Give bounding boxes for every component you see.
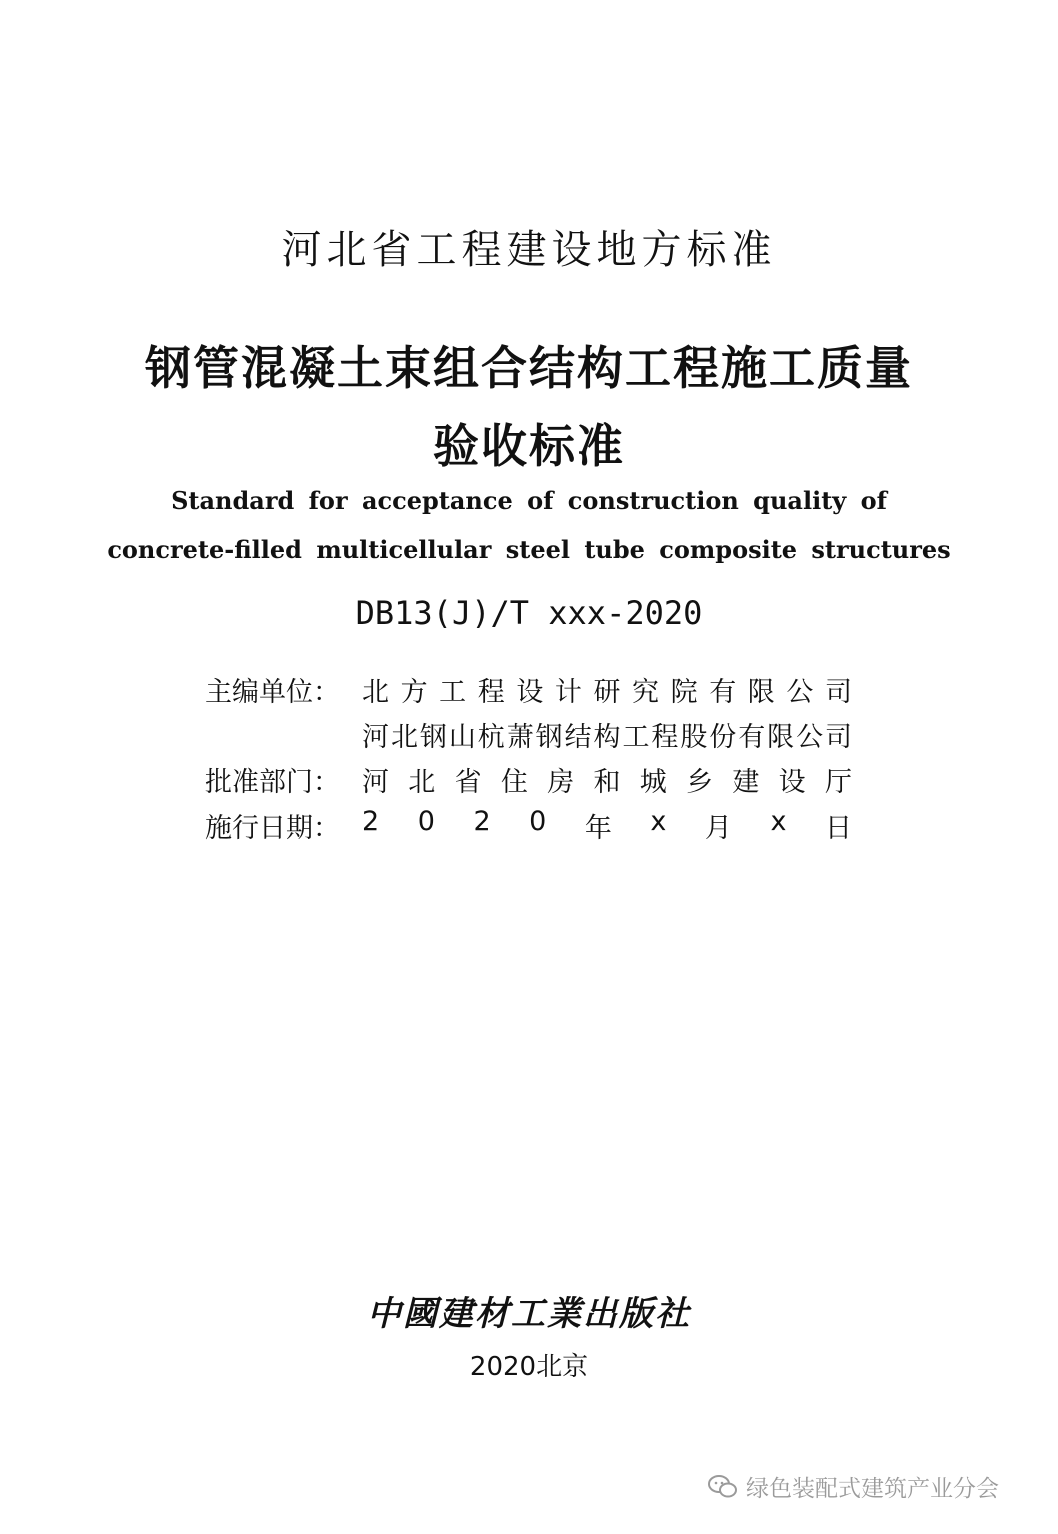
info-char: x (770, 806, 787, 837)
main-title-line1: 钢管混凝土束组合结构工程施工质量 (145, 341, 913, 395)
publication-place-year: 2020北京 (469, 1352, 589, 1382)
date-label: 施行日期： (205, 813, 340, 844)
info-char: 省 (454, 767, 482, 798)
date-value (362, 806, 852, 845)
info-char: 方 (400, 677, 428, 708)
info-char: 0 (417, 806, 435, 837)
info-char: 司 (825, 722, 852, 753)
editor-label: 主编单位： (205, 677, 340, 708)
info-char: 2 (362, 806, 380, 837)
info-char: 程 (477, 677, 505, 708)
info-char: 和 (593, 767, 621, 798)
watermark (708, 1470, 999, 1503)
info-char: 份 (709, 722, 737, 753)
standard-code: DB13(J)/T xxx-2020 (355, 594, 703, 632)
info-char: 究 (632, 677, 660, 708)
approval-value (362, 760, 852, 799)
info-char: 股 (680, 722, 708, 753)
info-char: 山 (448, 722, 476, 753)
series-title: 河北省工程建设地方标准 (281, 227, 777, 273)
info-char: 结 (564, 722, 592, 753)
watermark-text: 绿色装配式建筑产业分会 (746, 1476, 999, 1502)
info-char: 计 (554, 677, 582, 708)
editor-value-1 (362, 670, 852, 709)
info-char: 公 (786, 677, 814, 708)
info-char: 厅 (824, 767, 852, 798)
main-title-line2: 验收标准 (433, 419, 625, 473)
info-char: 北 (362, 677, 389, 708)
info-char: 钢 (419, 722, 447, 753)
info-char: 萧 (506, 722, 534, 753)
info-char: 河 (362, 767, 389, 798)
info-char: 设 (778, 767, 806, 798)
info-char: 北 (390, 722, 418, 753)
info-char: 研 (593, 677, 621, 708)
info-char: 限 (747, 677, 775, 708)
info-char: 月 (704, 813, 732, 844)
info-char: 河 (362, 722, 389, 753)
info-char: 年 (584, 813, 612, 844)
info-char: 建 (732, 767, 760, 798)
info-char: 房 (547, 767, 575, 798)
english-title-line1: Standard for acceptance of construction quality of (171, 486, 887, 515)
info-char: 住 (500, 767, 528, 798)
info-char: 北 (408, 767, 436, 798)
info-char: 有 (738, 722, 766, 753)
info-char: 公 (796, 722, 824, 753)
info-char: 程 (651, 722, 679, 753)
info-char: x (650, 806, 667, 837)
info-char: 有 (709, 677, 737, 708)
publisher-logo: 中國建材工業出版社 (367, 1294, 691, 1334)
info-char: 2 (473, 806, 491, 837)
info-char: 设 (516, 677, 544, 708)
info-char: 工 (622, 722, 650, 753)
editor-value-2 (362, 715, 852, 754)
info-char: 日 (824, 813, 852, 844)
info-char: 工 (439, 677, 467, 708)
info-char: 城 (639, 767, 667, 798)
english-title-line2: concrete-filled multicellular steel tube composite structures (107, 535, 951, 564)
info-char: 钢 (535, 722, 563, 753)
info-char: 乡 (686, 767, 714, 798)
info-char: 杭 (477, 722, 505, 753)
info-char: 院 (670, 677, 698, 708)
info-char: 构 (593, 722, 621, 753)
info-char: 司 (824, 677, 852, 708)
info-char: 0 (529, 806, 547, 837)
info-char: 限 (767, 722, 795, 753)
approval-label: 批准部门： (205, 767, 340, 798)
wechat-icon (708, 1474, 738, 1500)
